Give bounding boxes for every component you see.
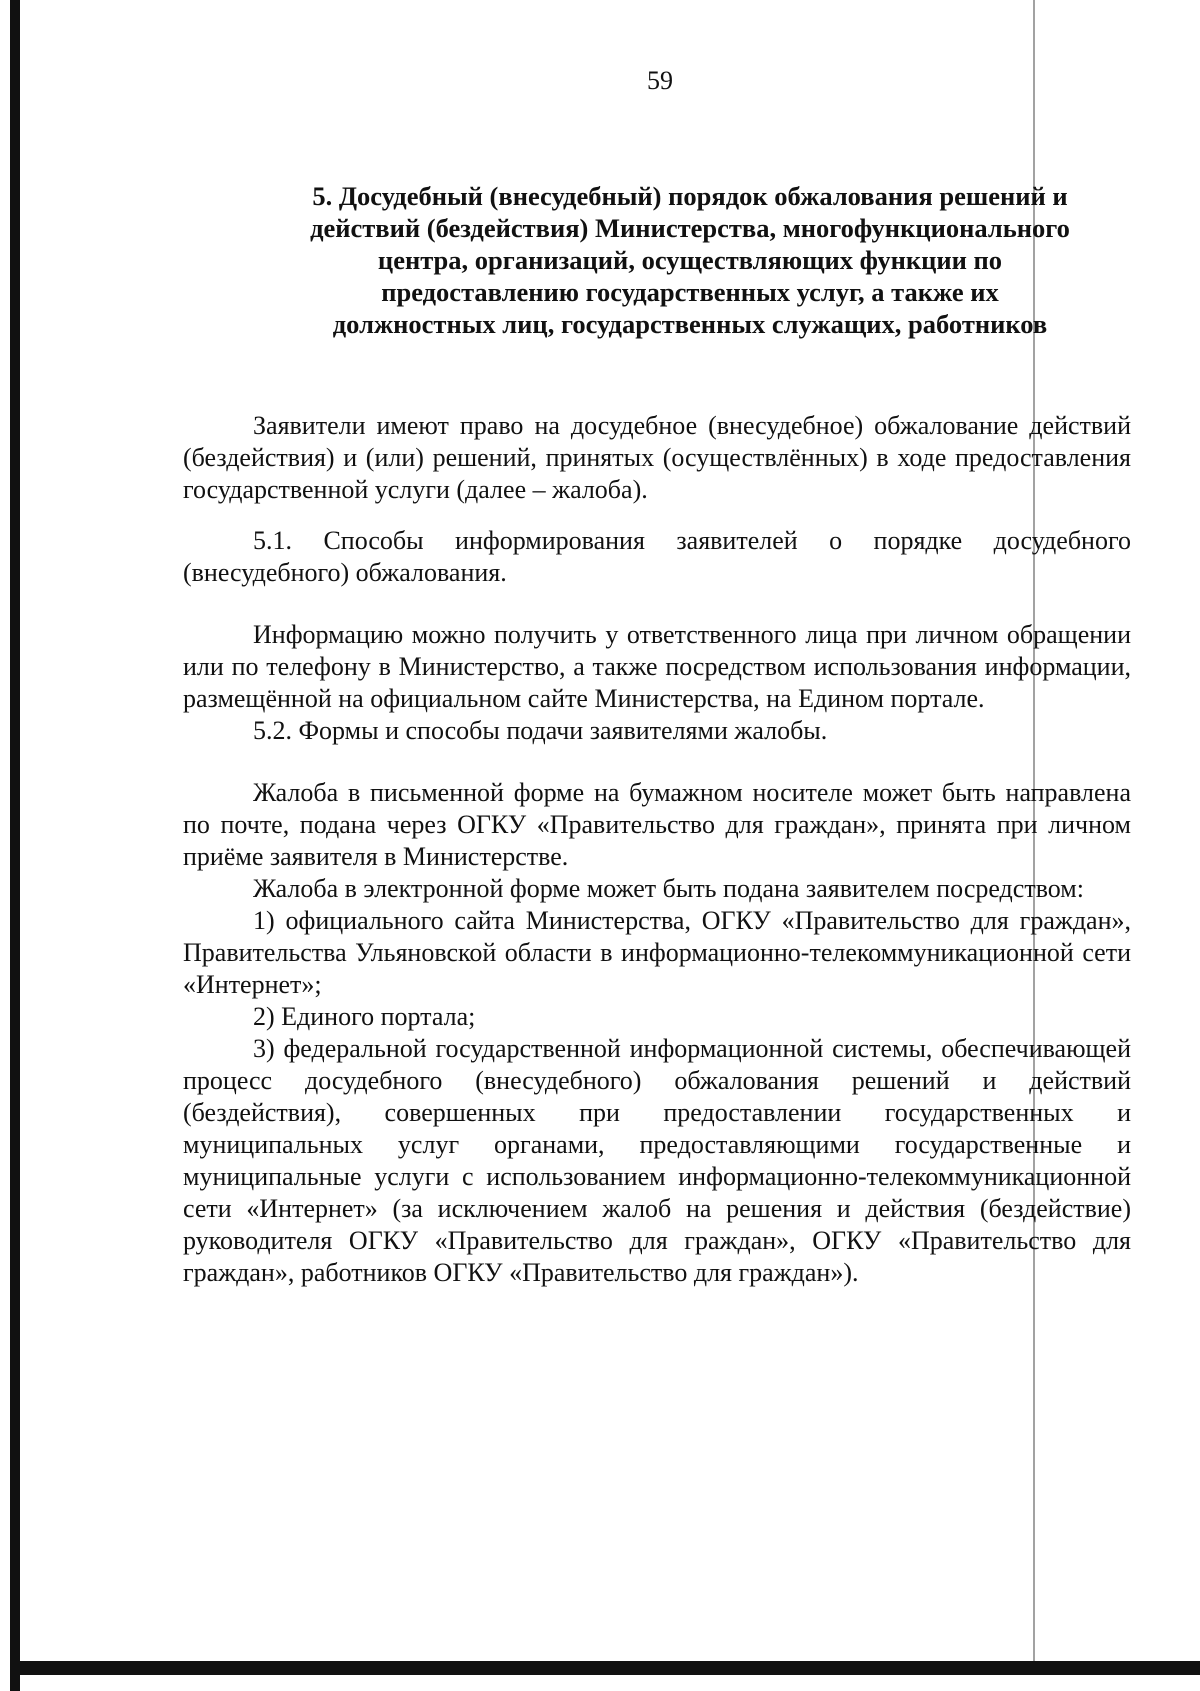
paragraph-paper-complaint: Жалоба в письменной форме на бумажном носителе может быть направлена по почте, подана через ОГКУ «Правительство для граждан», принята при личном приёме заявителя в Министерстве.: [183, 778, 1131, 871]
heading-line: центра, организаций, осуществляющих функции по: [377, 245, 1003, 275]
list-item-1: 1) официального сайта Министерства, ОГКУ «Правительство для граждан», Правительства Ульяновской области в информационно-телекоммуникационной сети «Интернет»;: [183, 906, 1131, 999]
list-item-2: 2) Единого портала;: [253, 1002, 476, 1031]
paragraph-right-to-appeal: Заявители имеют право на досудебное (внесудебное) обжалование действий (бездействия) и (или) решений, принятых (осуществлённых) в ходе предоставления государственной услуги (далее – жалоба).: [183, 411, 1131, 504]
paragraph-information-sources: Информацию можно получить у ответственного лица при личном обращении или по телефону в Министерство, а также посредством использования информации, размещённой на официальном сайте Министерства, на Едином портале.: [183, 620, 1131, 713]
paragraph-5-1-title: 5.1. Способы информирования заявителей о порядке досудебного (внесудебного) обжалования.: [183, 526, 1131, 587]
paragraph-5-2-title: 5.2. Формы и способы подачи заявителями жалобы.: [253, 716, 828, 745]
section-heading: [240, 180, 1140, 340]
heading-line: 5. Досудебный (внесудебный) порядок обжалования решений и: [312, 181, 1068, 211]
heading-line: предоставлению государственных услуг, а также их: [381, 277, 999, 307]
document-body: [183, 410, 1131, 1289]
scan-bottom-border: [10, 1661, 1200, 1675]
heading-line: действий (бездействия) Министерства, многофункционального: [310, 213, 1070, 243]
heading-line: должностных лиц, государственных служащих, работников: [332, 309, 1048, 339]
scan-left-border: [10, 0, 20, 1691]
page-number: 59: [647, 66, 673, 95]
list-item-3: 3) федеральной государственной информационной системы, обеспечивающей процесс досудебного (внесудебного) обжалования решений и действий (бездействия), совершенных при предоставлении государственных и муниципальных услуг органами, предоставляющими государственные и муниципальные услуги с использованием информационно-телекоммуникационной сети «Интернет» (за исключением жалоб на решения и действия (бездействие) руководителя ОГКУ «Правительство для граждан», ОГКУ «Правительство для граждан», работников ОГКУ «Правительство для граждан»).: [183, 1034, 1131, 1287]
paragraph-electronic-complaint: Жалоба в электронной форме может быть подана заявителем посредством:: [253, 874, 1084, 903]
